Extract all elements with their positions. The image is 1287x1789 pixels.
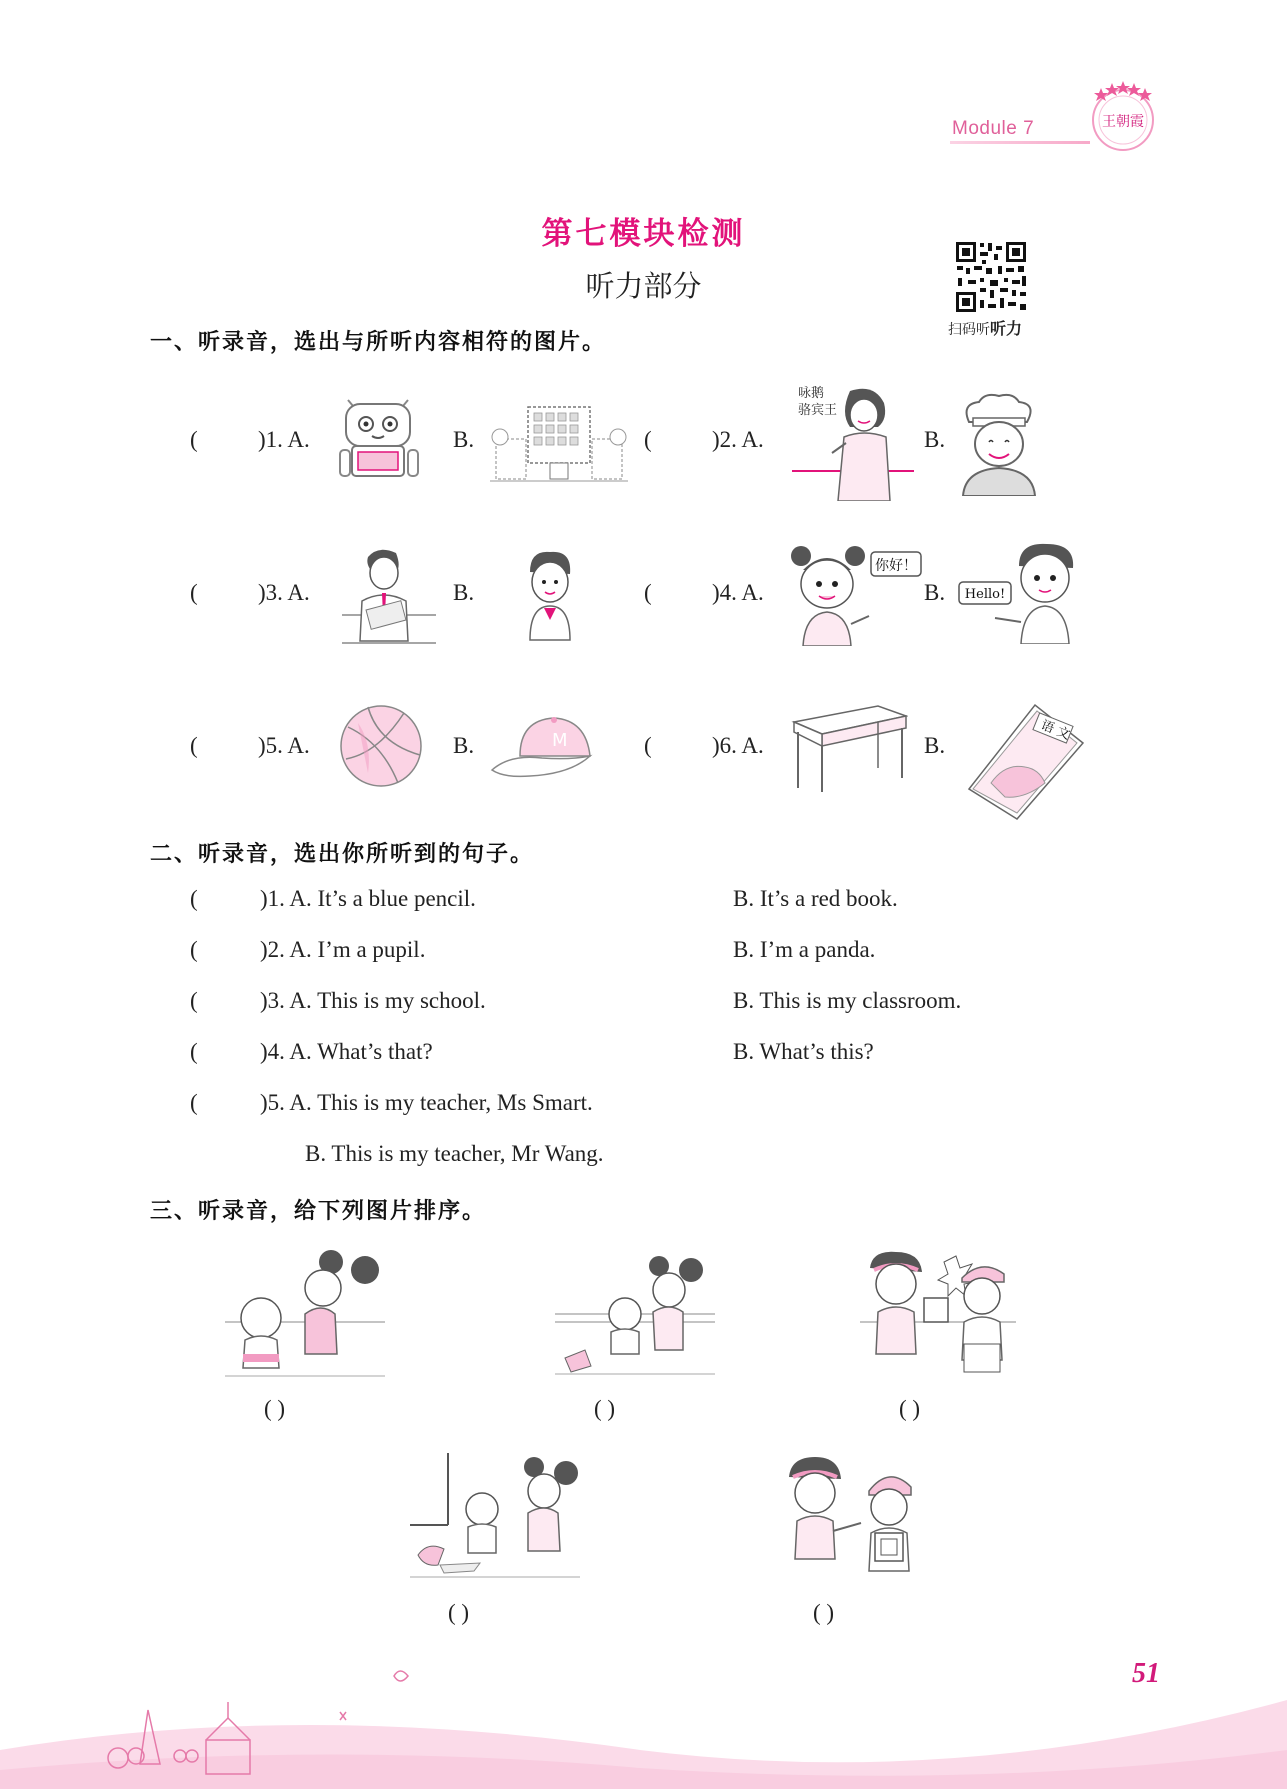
option-b-sentence: B. This is my teacher, Mr Wang. <box>305 1141 604 1166</box>
svg-text:王朝霞: 王朝霞 <box>1102 114 1144 130</box>
scene-fallen-bag-picture <box>410 1453 580 1583</box>
answer-paren-open[interactable]: ( <box>190 733 198 758</box>
man-reading-picture <box>338 545 436 653</box>
question-number: )5. A. <box>258 733 310 758</box>
module-underline <box>950 141 1090 144</box>
ball-picture <box>338 703 424 789</box>
answer-paren-open[interactable]: ( <box>190 886 198 911</box>
svg-text:语 文: 语 文 <box>1038 717 1073 744</box>
option-b-label: B. <box>453 733 475 758</box>
section-title: 听力部分 <box>585 271 702 303</box>
order-answer-paren[interactable]: ( ) <box>899 1396 921 1421</box>
option-a-sentence: )5. A. This is my teacher, Ms Smart. <box>260 1090 593 1115</box>
question-number: )6. A. <box>712 733 764 758</box>
teacher-picture <box>792 383 914 501</box>
page-number: 51 <box>1132 1658 1160 1689</box>
qr-code[interactable] <box>954 240 1028 314</box>
pupil-picture <box>520 548 580 642</box>
scene-classroom-picture <box>555 1254 715 1378</box>
question-number: )1. A. <box>258 427 310 452</box>
part1-heading: 一、听录音，选出与所听内容相符的图片。 <box>150 329 607 354</box>
option-b-sentence: B. What’s this? <box>733 1039 874 1064</box>
scene-boy-and-girl-picture <box>225 1244 385 1378</box>
school-picture <box>490 403 628 485</box>
boy-saying-hello-picture <box>955 540 1085 644</box>
answer-paren-open[interactable]: ( <box>644 427 652 452</box>
answer-paren-open[interactable]: ( <box>190 1090 198 1115</box>
book-picture <box>965 703 1085 821</box>
question-number: )3. A. <box>258 580 310 605</box>
question-number: )4. A. <box>712 580 764 605</box>
option-b-label: B. <box>453 427 475 452</box>
svg-text:骆宾王: 骆宾王 <box>798 403 838 418</box>
option-a-sentence: )3. A. This is my school. <box>260 988 486 1013</box>
answer-paren-open[interactable]: ( <box>644 733 652 758</box>
order-answer-paren[interactable]: ( ) <box>813 1600 835 1625</box>
order-answer-paren[interactable]: ( ) <box>264 1396 286 1421</box>
option-b-label: B. <box>924 427 946 452</box>
answer-paren-open[interactable]: ( <box>190 937 198 962</box>
option-b-label: B. <box>924 733 946 758</box>
part3-heading: 三、听录音，给下列图片排序。 <box>150 1198 487 1223</box>
qr-caption: 扫码听听力 <box>948 321 1023 338</box>
svg-text:你好！: 你好！ <box>875 558 917 574</box>
publisher-logo <box>1085 78 1161 154</box>
robot-picture <box>338 398 420 482</box>
option-b-label: B. <box>924 580 946 605</box>
svg-text:咏鹅: 咏鹅 <box>798 386 825 401</box>
part2-heading: 二、听录音，选出你所听到的句子。 <box>150 841 535 866</box>
svg-text:Hello!: Hello! <box>964 587 1006 602</box>
page-title: 第七模块检测 <box>541 216 746 251</box>
order-answer-paren[interactable]: ( ) <box>448 1600 470 1625</box>
answer-paren-open[interactable]: ( <box>190 427 198 452</box>
footer-decoration <box>0 1640 1287 1789</box>
question-number: )2. A. <box>712 427 764 452</box>
module-label: Module 7 <box>952 118 1035 139</box>
order-answer-paren[interactable]: ( ) <box>594 1396 616 1421</box>
option-b-sentence: B. This is my classroom. <box>733 988 962 1013</box>
option-b-label: B. <box>453 580 475 605</box>
answer-paren-open[interactable]: ( <box>190 988 198 1013</box>
scene-boy-with-card-picture <box>785 1455 925 1585</box>
option-a-sentence: )4. A. What’s that? <box>260 1039 433 1064</box>
option-b-sentence: B. It’s a red book. <box>733 886 898 911</box>
option-b-sentence: B. I’m a panda. <box>733 937 876 962</box>
svg-text:M: M <box>552 730 568 751</box>
cook-picture <box>955 392 1041 496</box>
answer-paren-open[interactable]: ( <box>190 580 198 605</box>
scene-girl-showing-card-picture <box>860 1250 1016 1382</box>
desk-picture <box>790 702 908 794</box>
girl-saying-hello-picture <box>785 540 925 646</box>
answer-paren-open[interactable]: ( <box>644 580 652 605</box>
option-a-sentence: )1. A. It’s a blue pencil. <box>260 886 476 911</box>
option-a-sentence: )2. A. I’m a pupil. <box>260 937 426 962</box>
cap-picture <box>490 714 596 782</box>
answer-paren-open[interactable]: ( <box>190 1039 198 1064</box>
